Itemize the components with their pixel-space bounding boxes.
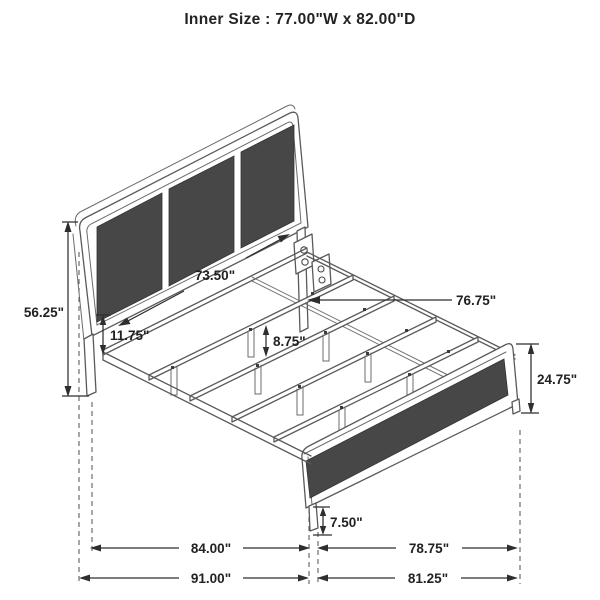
dim-footboard-height [516,343,577,414]
svg-text:24.75": 24.75" [537,372,578,387]
svg-text:73.50": 73.50" [194,268,236,283]
dim-footboard-leg-height [313,507,363,535]
svg-text:56.25": 56.25" [23,305,64,320]
svg-text:11.75": 11.75" [110,328,150,343]
inner-size-title: Inner Size : 77.00"W x 82.00"D [184,11,416,28]
footboard-far-leg [512,399,520,414]
dim-frame-depth-inner [90,541,310,556]
headboard-left-leg [84,334,96,396]
svg-text:78.75": 78.75" [408,541,450,556]
svg-text:84.00": 84.00" [190,541,232,556]
dim-slat-length [307,293,496,308]
bed-drawing [73,105,520,531]
svg-text:76.75": 76.75" [456,293,497,308]
svg-text:7.50": 7.50" [330,515,363,530]
dim-footboard-span-total [317,571,518,586]
near-side-rail [103,352,311,464]
dim-footboard-span [317,541,518,556]
svg-text:81.25": 81.25" [407,571,449,586]
dim-frame-depth-total [79,571,309,586]
svg-text:8.75": 8.75" [273,334,306,349]
svg-text:91.00": 91.00" [190,571,232,586]
